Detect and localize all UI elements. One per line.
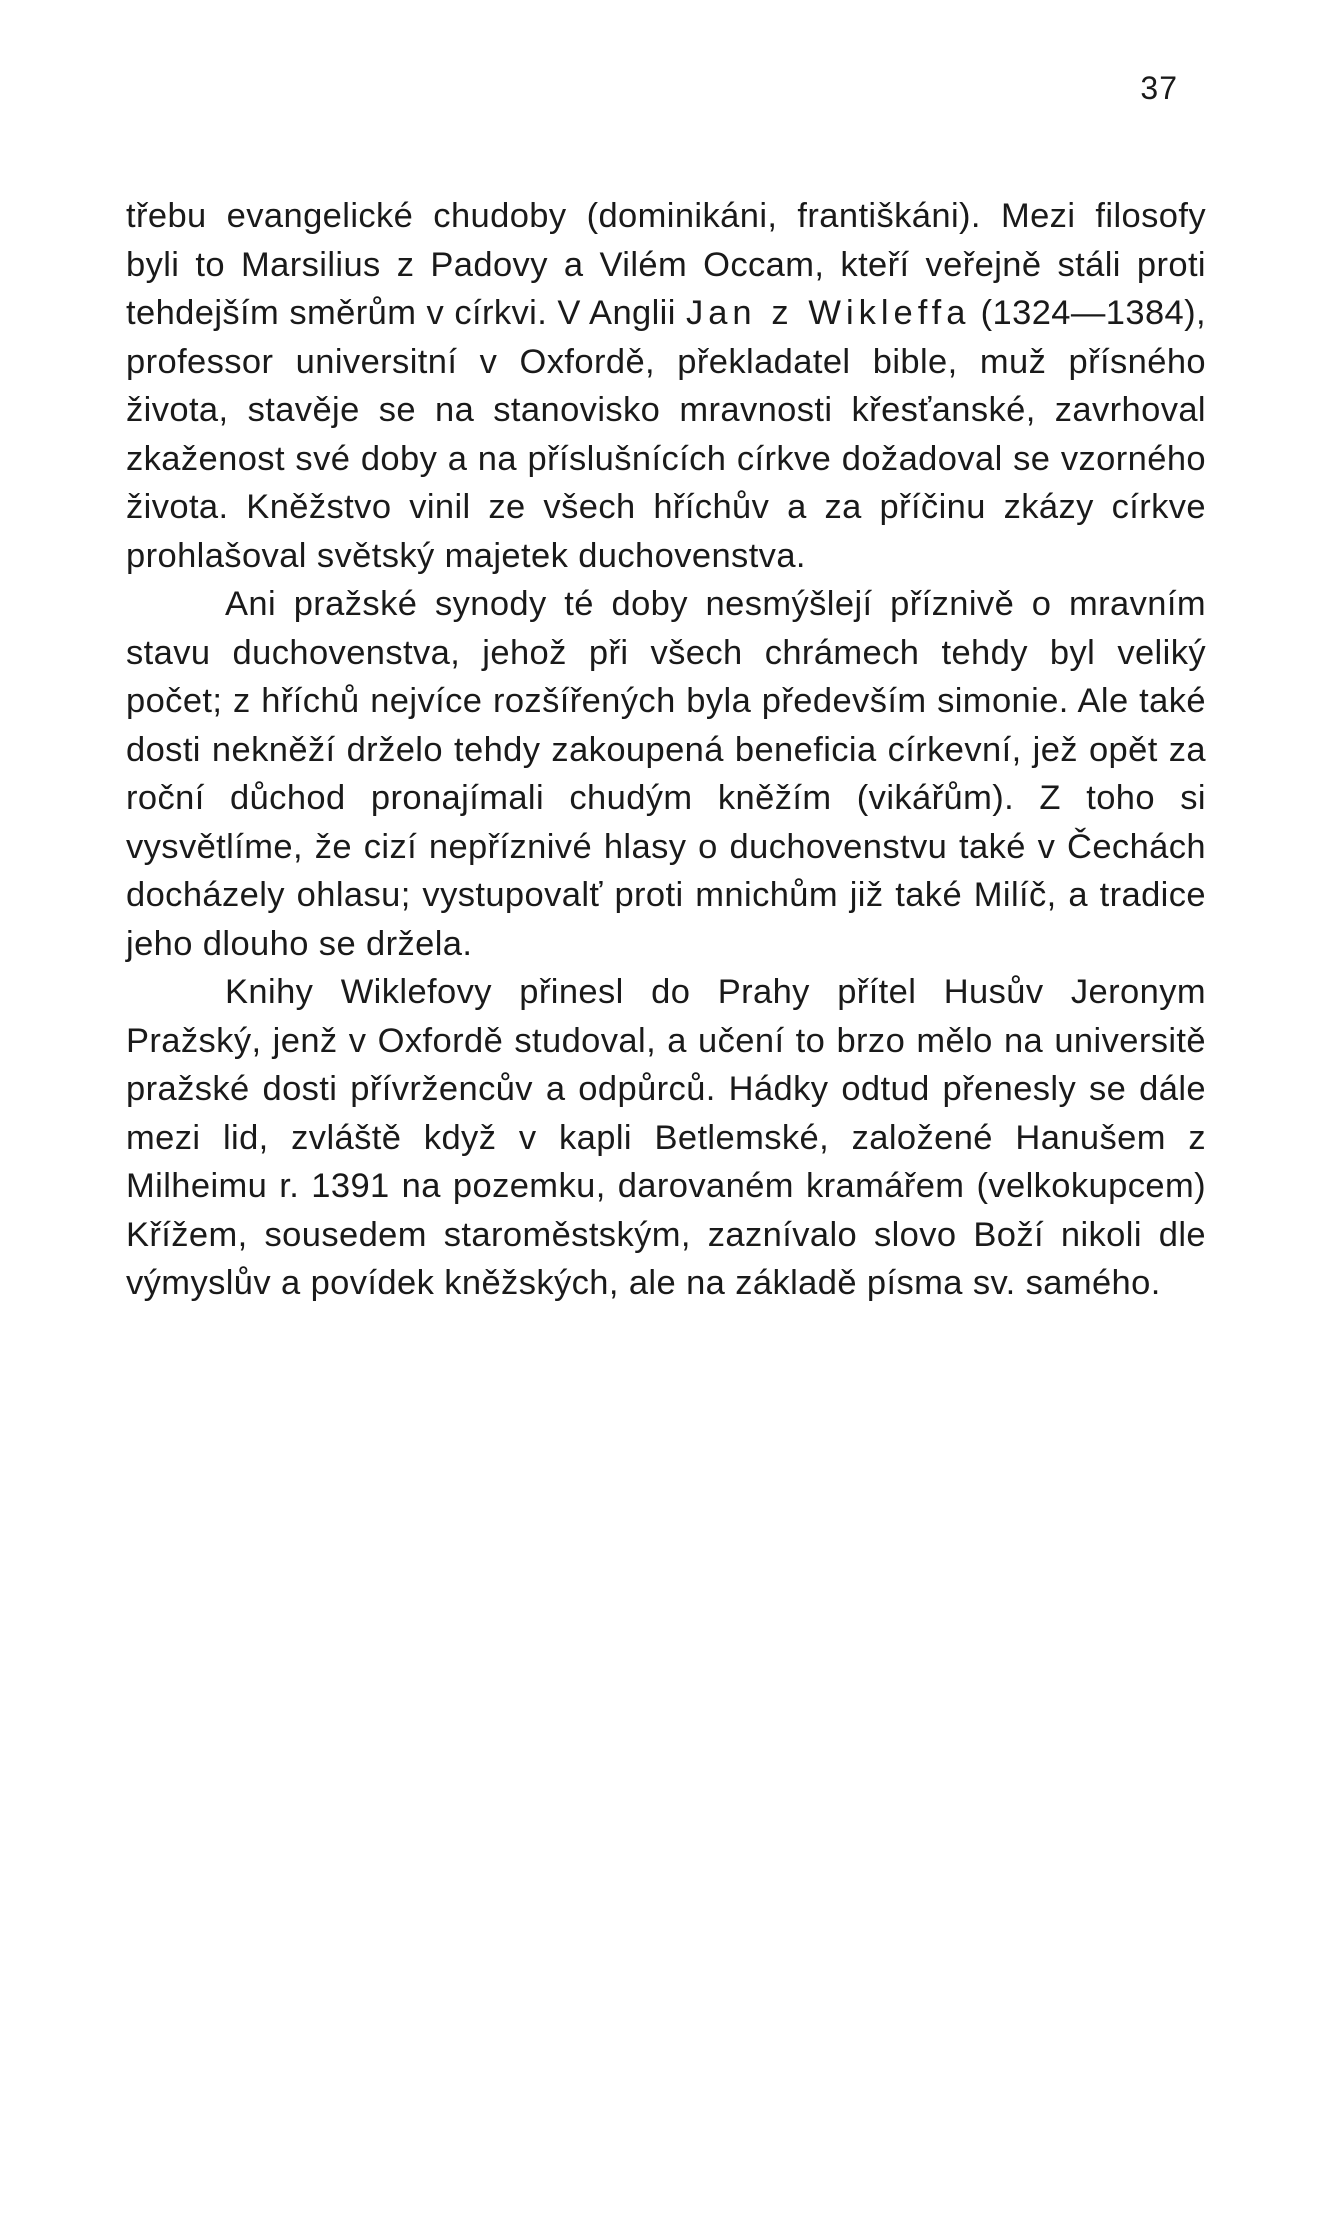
paragraph-2: Ani pražské synody té doby nesmýšlejí příznivě o mravním stavu duchovenstva, jehož při všech chrámech tehdy byl veliký počet; z hříchů nejvíce rozšířených byla především simonie. Ale také dosti nekněží drželo tehdy zakoupená beneficia církevní, jež opět za roční důchod pronajímali chudým kněžím (vikářům). Z toho si vysvětlíme, že cizí nepříznivé hlasy o duchovenstvu také v Čechách docházely ohlasu; vystupovalť proti mnichům již také Milíč, a tradice jeho dlouho se držela. [126, 585, 1206, 963]
paragraph-1-text-start: třebu evangelické chudoby (dominikáni, františkáni). Mezi filosofy byli to Marsilius z Padovy a Vilém Occam, kteří veřejně stáli proti tehdejším směrům v církvi. V Anglii [126, 197, 1206, 332]
person-name-jan-z-wikleffa: Jan z Wikleffa [685, 294, 971, 332]
body-text [126, 192, 1206, 1308]
page-number: 37 [1140, 70, 1178, 106]
paragraph-1-text-end: (1324—1384), professor universitní v Oxfordě, překladatel bible, muž přísného života, stavěje se na stanovisko mravnosti křesťanské, zavrhoval zkaženost své doby a na příslušnících církve dožadoval se vzorného života. Kněžstvo vinil ze všech hříchův a za příčinu zkázy církve prohlašoval světský majetek duchovenstva. [126, 294, 1206, 575]
paragraph-3: Knihy Wiklefovy přinesl do Prahy přítel Husův Jeronym Pražský, jenž v Oxfordě studoval, a učení to brzo mělo na universitě pražské dosti přívržencův a odpůrců. Hádky odtud přenesly se dále mezi lid, zvláště když v kapli Betlemské, založené Hanušem z Milheimu r. 1391 na pozemku, darovaném kramářem (velkokupcem) Křížem, sousedem staroměstským, zaznívalo slovo Boží nikoli dle výmyslův a povídek kněžských, ale na základě písma sv. samého. [126, 973, 1206, 1302]
paragraph-1 [126, 192, 1206, 580]
